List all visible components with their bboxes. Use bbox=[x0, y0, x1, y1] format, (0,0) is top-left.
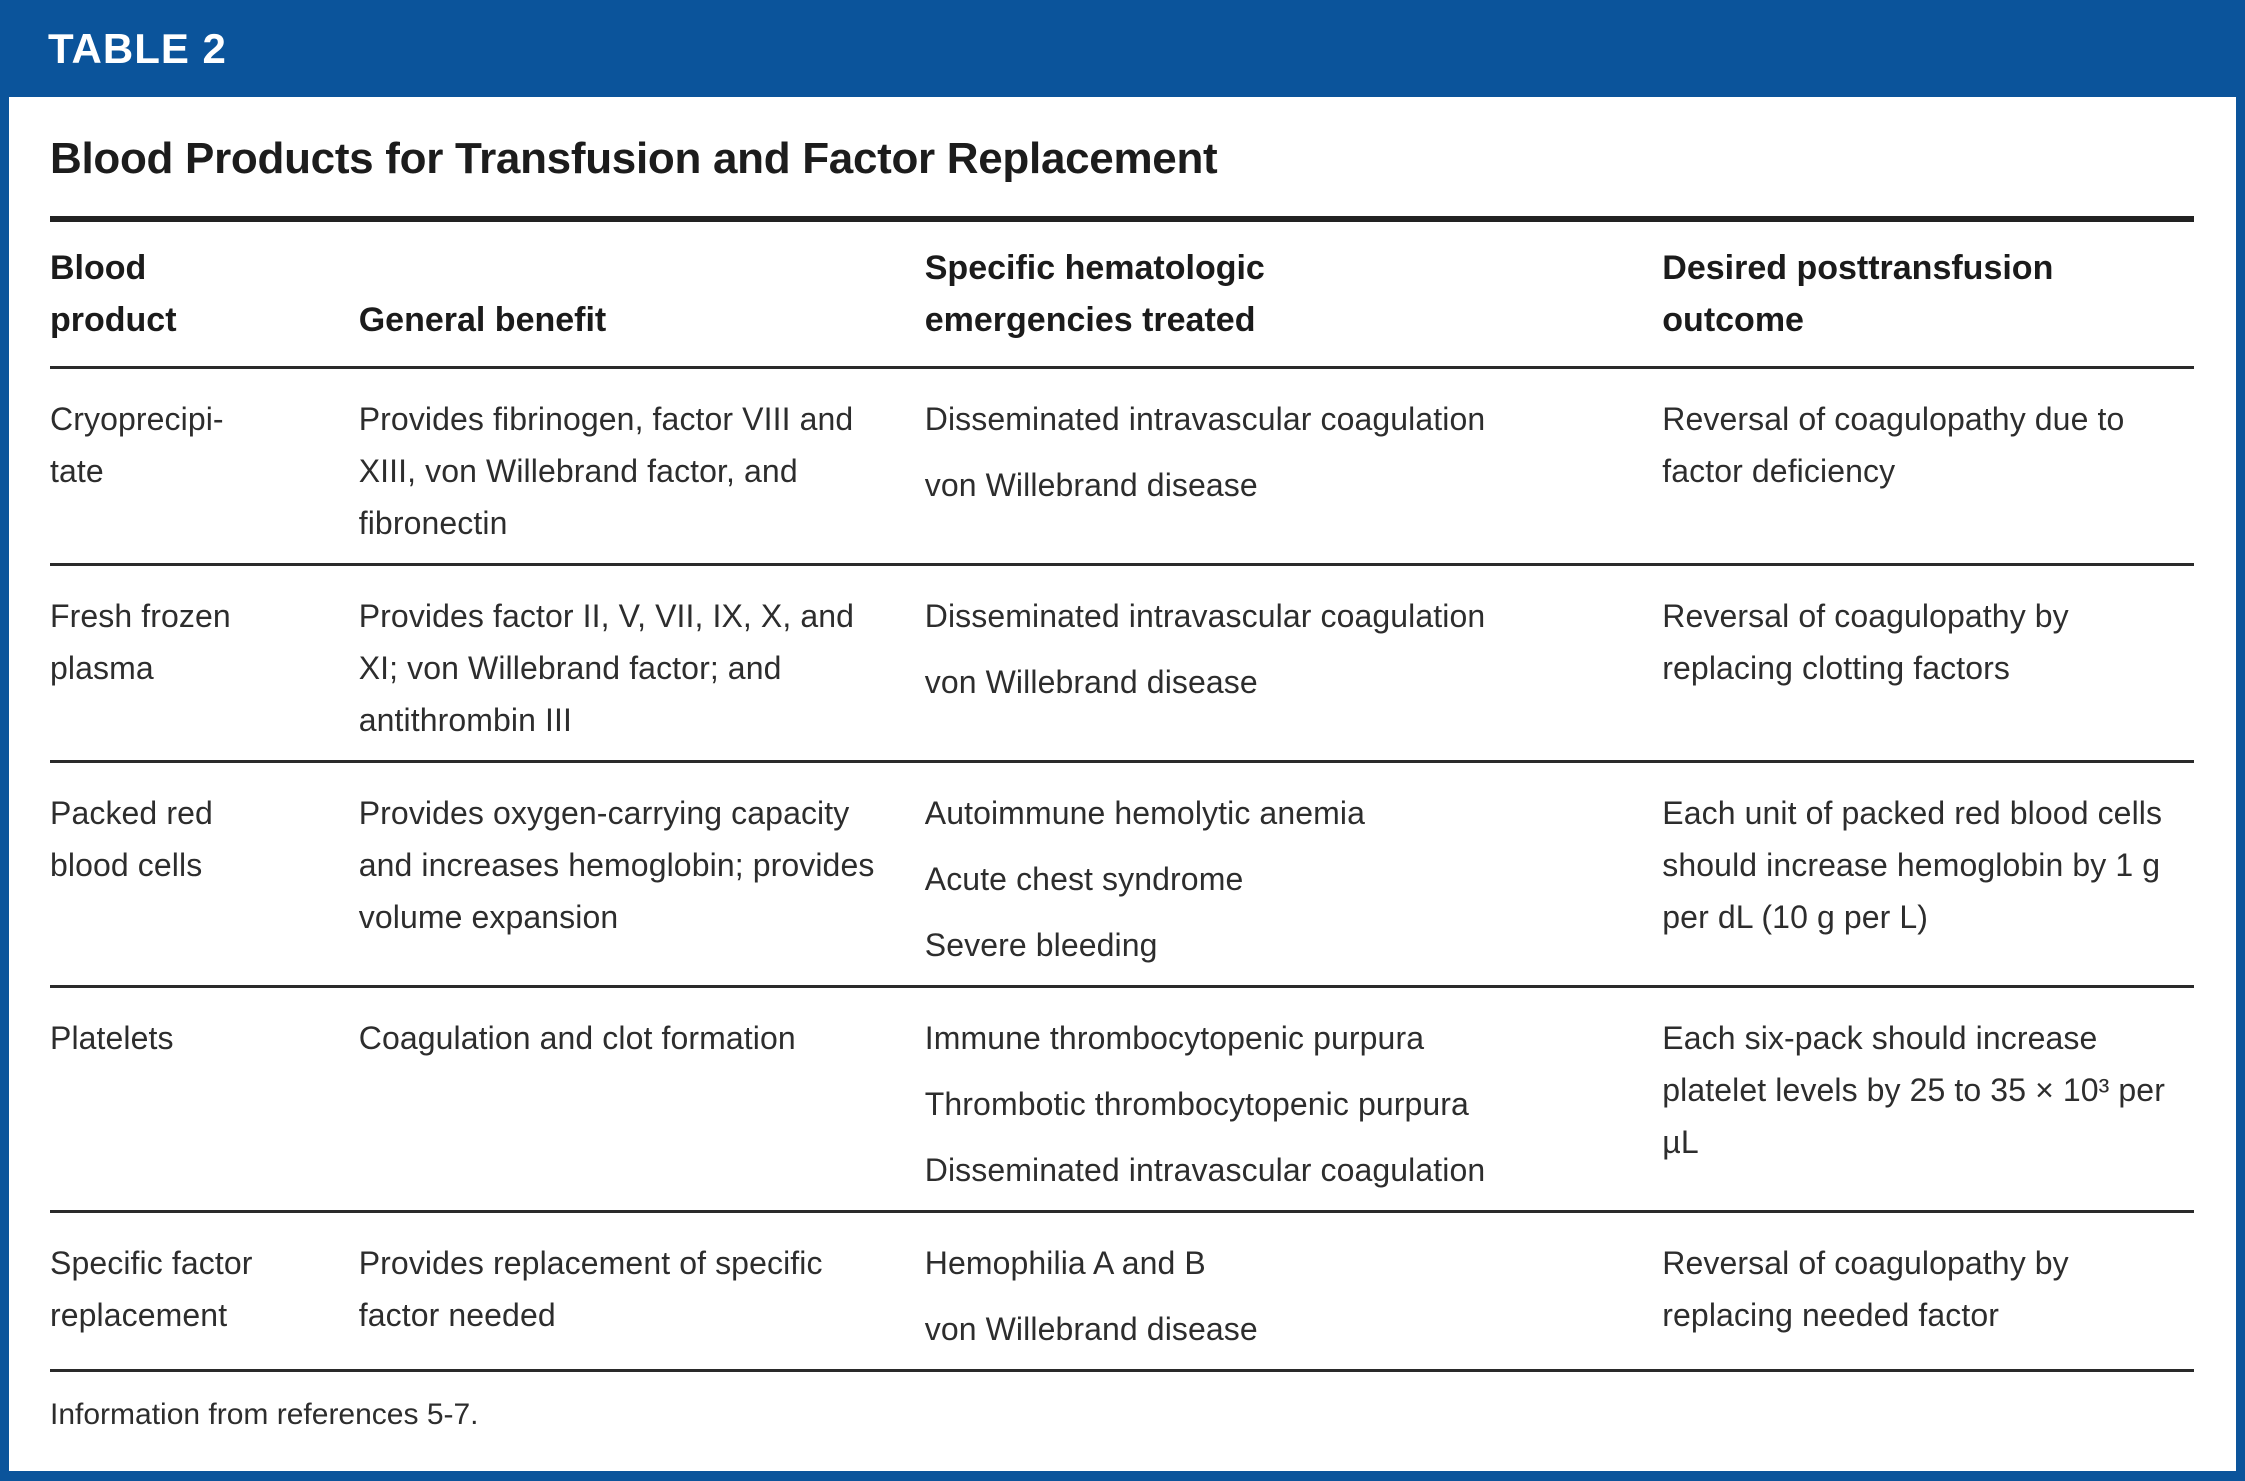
product-line: plasma bbox=[50, 649, 154, 686]
cell-emergencies bbox=[925, 564, 1663, 761]
cell-outcome: Each six-pack should increase platelet levels by 25 to 35 × 10³ per µL bbox=[1662, 986, 2194, 1211]
blood-products-table bbox=[50, 216, 2194, 1372]
cell-emergencies bbox=[925, 1211, 1663, 1370]
cell-outcome: Reversal of coagulopathy by replacing needed factor bbox=[1662, 1211, 2194, 1370]
table-head bbox=[50, 219, 2194, 368]
cell-emergencies bbox=[925, 761, 1663, 986]
cell-outcome: Reversal of coagulopathy by replacing clotting factors bbox=[1662, 564, 2194, 761]
cell-general-benefit: Provides oxygen-carrying capacity and increases hemoglobin; provides volume expansion bbox=[359, 761, 925, 986]
table-number-label: TABLE 2 bbox=[48, 24, 227, 72]
table-title: Blood Products for Transfusion and Factor Replacement bbox=[50, 134, 1218, 183]
emergency-item: Autoimmune hemolytic anemia bbox=[924, 794, 1365, 831]
header-line: product bbox=[50, 300, 177, 339]
table-row-cryoprecipitate bbox=[50, 367, 2194, 564]
product-line: Platelets bbox=[50, 1019, 174, 1056]
header-line: outcome bbox=[1662, 300, 1804, 339]
cell-emergencies bbox=[925, 367, 1663, 564]
emergency-item: Disseminated intravascular coagulation bbox=[924, 597, 1486, 634]
cell-general-benefit: Coagulation and clot formation bbox=[359, 986, 925, 1211]
column-header-desired-outcome bbox=[1662, 219, 2194, 368]
cell-product bbox=[50, 367, 359, 564]
table-row-platelets bbox=[50, 986, 2194, 1211]
header-row bbox=[50, 219, 2194, 368]
cell-general-benefit: Provides fibrinogen, factor VIII and XIII, von Willebrand factor, and fibronectin bbox=[359, 367, 925, 564]
table-row-fresh-frozen-plasma bbox=[50, 564, 2194, 761]
footnote: Information from references 5-7. bbox=[50, 1397, 479, 1431]
table-header-band bbox=[9, 0, 2236, 97]
emergency-item: Thrombotic thrombocytopenic purpura bbox=[924, 1085, 1469, 1122]
cell-emergencies bbox=[925, 986, 1663, 1211]
emergency-item: Acute chest syndrome bbox=[924, 860, 1244, 897]
table-row-specific-factor-replacement bbox=[50, 1211, 2194, 1370]
cell-outcome: Reversal of coagulopathy due to factor deficiency bbox=[1662, 367, 2194, 564]
product-line: blood cells bbox=[50, 846, 203, 883]
column-header-emergencies-treated bbox=[925, 219, 1663, 368]
cell-product bbox=[50, 986, 359, 1211]
product-line: replacement bbox=[50, 1296, 228, 1333]
cell-outcome: Each unit of packed red blood cells should increase hemoglobin by 1 g per dL (10 g per L) bbox=[1662, 761, 2194, 986]
product-line: Specific factor bbox=[50, 1244, 253, 1281]
product-line: tate bbox=[50, 452, 104, 489]
emergency-item: von Willebrand disease bbox=[924, 1310, 1258, 1347]
product-line: Fresh frozen bbox=[50, 597, 231, 634]
table-body bbox=[50, 367, 2194, 1370]
header-line: General benefit bbox=[358, 300, 607, 339]
emergency-item: von Willebrand disease bbox=[924, 466, 1258, 503]
cell-general-benefit: Provides replacement of specific factor needed bbox=[359, 1211, 925, 1370]
table-content bbox=[9, 133, 2236, 1436]
emergency-item: Disseminated intravascular coagulation bbox=[924, 400, 1486, 437]
emergency-item: Severe bleeding bbox=[924, 926, 1158, 963]
header-line: Desired posttransfusion bbox=[1662, 248, 2054, 287]
cell-general-benefit: Provides factor II, V, VII, IX, X, and XI; von Willebrand factor; and antithrombin III bbox=[359, 564, 925, 761]
header-line: emergencies treated bbox=[924, 300, 1256, 339]
product-line: Packed red bbox=[50, 794, 213, 831]
table-row-packed-red-blood-cells bbox=[50, 761, 2194, 986]
header-line: Blood bbox=[50, 248, 147, 287]
emergency-item: Hemophilia A and B bbox=[924, 1244, 1206, 1281]
emergency-item: Disseminated intravascular coagulation bbox=[924, 1151, 1486, 1188]
emergency-item: von Willebrand disease bbox=[924, 663, 1258, 700]
column-header-blood-product bbox=[50, 219, 359, 368]
product-line: Cryoprecipi- bbox=[50, 400, 224, 437]
header-line: Specific hematologic bbox=[924, 248, 1265, 287]
cell-product bbox=[50, 1211, 359, 1370]
emergency-item: Immune thrombocytopenic purpura bbox=[924, 1019, 1425, 1056]
column-header-general-benefit bbox=[359, 219, 925, 368]
cell-product bbox=[50, 761, 359, 986]
cell-product bbox=[50, 564, 359, 761]
